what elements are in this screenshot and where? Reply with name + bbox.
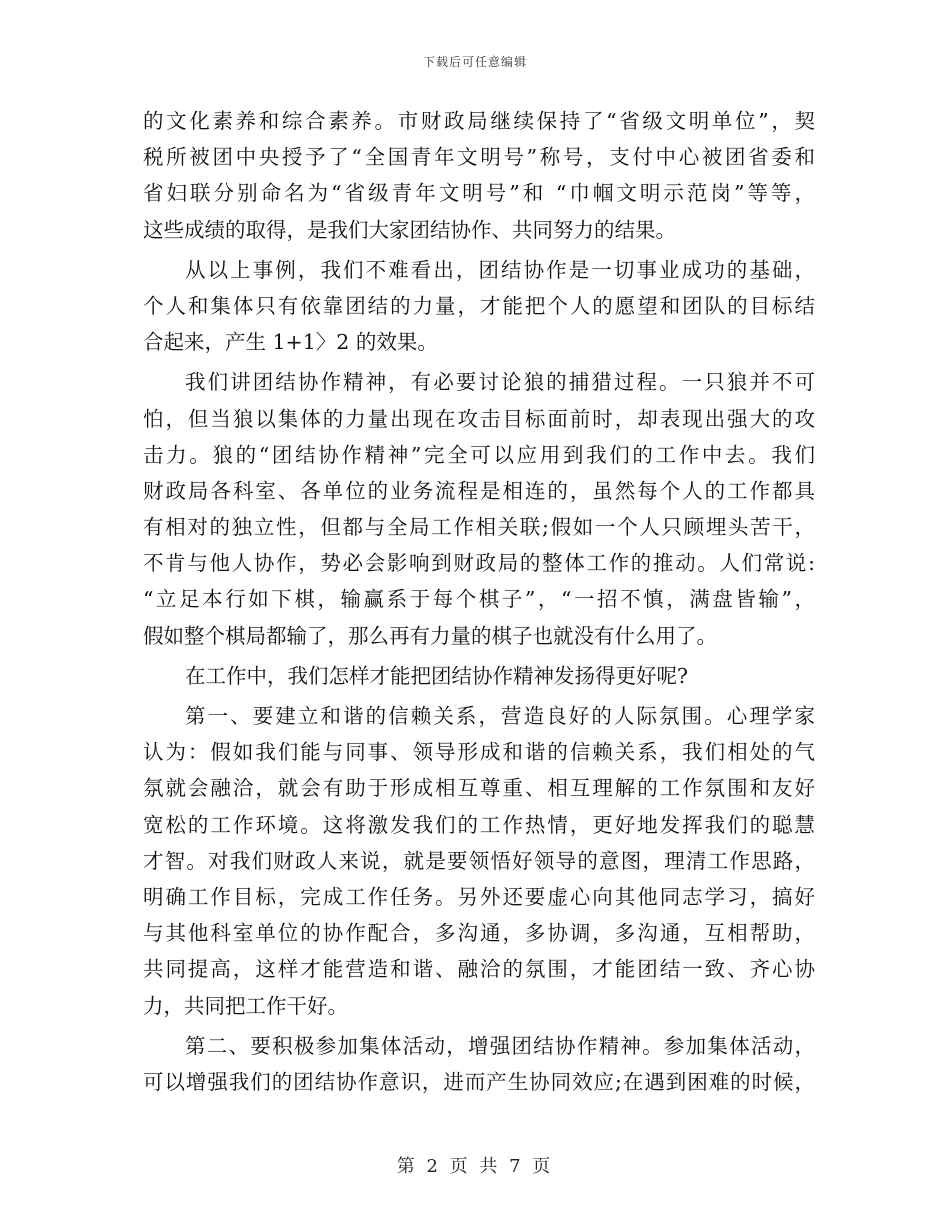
text-line: “立足本行如下棋，输赢系于每个棋子”，“一招不慎，满盘皆输”， [143,587,815,612]
text-line: 税所被团中央授予了“全国青年文明号”称号，支付中心被团省委和 [143,145,815,170]
page-header: 下载后可任意编辑 [422,55,527,69]
text-line: 这些成绩的取得，是我们大家团结协作、共同努力的结果。 [143,217,676,242]
text-line: 可以增强我们的团结协作意识，进而产生协同效应;在遇到困难的时候， [143,1069,815,1094]
text-line: 省妇联分别命名为“省级青年文明号”和 “巾帼文明示范岗”等等， [143,181,815,206]
text-line: 从以上事例，我们不难看出，团结协作是一切事业成功的基础， [185,257,815,282]
text-line: 明确工作目标，完成工作任务。另外还要虚心向其他同志学习，搞好 [143,884,815,909]
text-line: 第二、要积极参加集体活动，增强团结协作精神。参加集体活动， [185,1033,815,1058]
text-line: 才智。对我们财政人来说，就是要领悟好领导的意图，理清工作思路， [143,848,815,873]
text-line: 力，共同把工作干好。 [143,993,348,1018]
text-line: 我们讲团结协作精神，有必要讨论狼的捕猎过程。一只狼并不可 [185,370,815,395]
document-body [143,103,815,1100]
text-line: 与其他科室单位的协作配合，多沟通，多协调，多沟通，互相帮助， [143,921,815,946]
text-line: 个人和集体只有依靠团结的力量，才能把个人的愿望和团队的目标结 [143,293,815,318]
text-line: 第一、要建立和谐的信赖关系，营造良好的人际氛围。心理学家 [185,704,815,728]
text-line: 宽松的工作环境。这将激发我们的工作热情，更好地发挥我们的聪慧 [143,812,815,837]
page-number-footer: 第 2 页 共 7 页 [396,1156,554,1177]
paragraph [143,1028,815,1100]
text-line: 不肯与他人协作，势必会影响到财政局的整体工作的推动。人们常说: [143,551,815,576]
text-line: 合起来，产生 1+1〉2 的效果。 [143,330,438,355]
text-line: 财政局各科室、各单位的业务流程是相连的，虽然每个人的工作都具 [143,478,815,503]
paragraph [143,658,815,694]
paragraph [143,364,815,654]
text-line: 在工作中，我们怎样才能把团结协作精神发扬得更好呢? [185,663,688,688]
text-line: 怕，但当狼以集体的力量出现在攻击目标面前时，却表现出强大的攻 [143,406,815,431]
text-line: 击力。狼的“团结协作精神”完全可以应用到我们的工作中去。我们 [143,442,815,467]
text-line: 有相对的独立性，但都与全局工作相关联;假如一个人只顾埋头苦干， [143,515,815,540]
text-line: 共同提高，这样才能营造和谐、融洽的氛围，才能团结一致、齐心协 [143,957,815,982]
text-line: 氛就会融洽，就会有助于形成相互尊重、相互理解的工作氛围和友好 [143,776,815,801]
text-line: 的文化素养和综合素养。市财政局继续保持了“省级文明单位”，契 [143,109,815,133]
text-line: 认为：假如我们能与同事、领导形成和谐的信赖关系，我们相处的气 [143,740,815,765]
paragraph [143,103,815,248]
text-line: 假如整个棋局都输了，那么再有力量的棋子也就没有什么用了。 [143,623,717,648]
paragraph [143,252,815,361]
paragraph [143,698,815,1024]
